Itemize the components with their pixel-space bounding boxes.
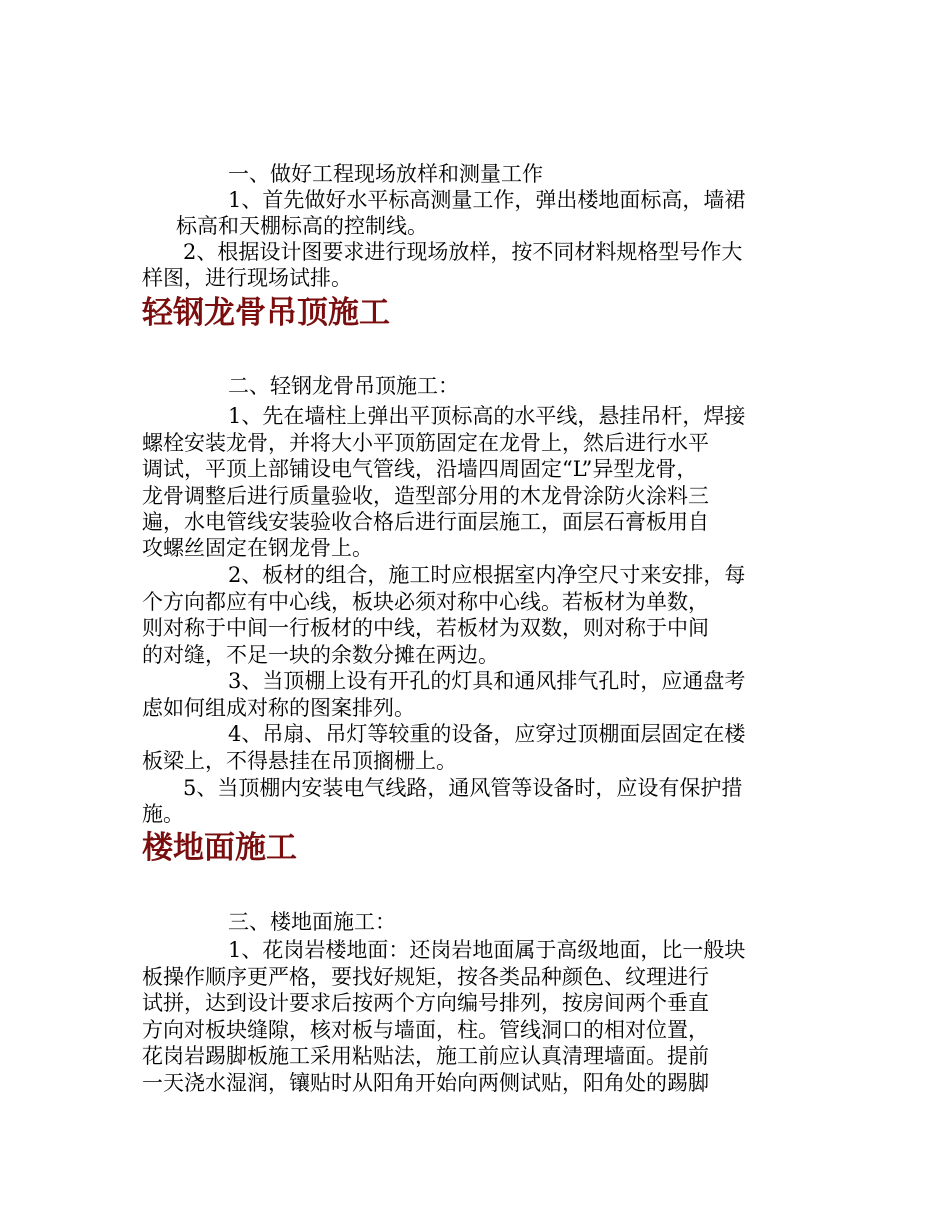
section1-item2-line1: 2、根据设计图要求进行现场放样，按不同材料规格型号作大: [183, 240, 743, 264]
section2-item2-line1: 2、板材的组合，施工时应根据室内净空尺寸来安排，每: [228, 563, 746, 587]
section2-item3-line2: 虑如何组成对称的图案排列。: [142, 696, 415, 720]
section2-item5-line2: 施。: [142, 802, 184, 826]
heading-light-steel-keel-ceiling: 轻钢龙骨吊顶施工: [142, 295, 390, 331]
section2-item3-line1: 3、当顶棚上设有开孔的灯具和通风排气孔时，应通盘考: [228, 669, 746, 693]
section2-item2-line2: 个方向都应有中心线，板块必须对称中心线。若板材为单数，: [142, 590, 709, 614]
section3-item1-line5: 花岗岩踢脚板施工采用粘贴法，施工前应认真清理墙面。提前: [142, 1044, 709, 1068]
section2-item4-line2: 板梁上，不得悬挂在吊顶搁栅上。: [142, 749, 457, 773]
section3-item1-line6: 一天浇水湿润，镶贴时从阳角开始向两侧试贴，阳角处的踢脚: [142, 1071, 709, 1095]
heading-floor-construction: 楼地面施工: [142, 830, 297, 866]
section3-title: 三、楼地面施工：: [228, 910, 396, 934]
section3-item1-line3: 试拼，达到设计要求后按两个方向编号排列，按房间两个垂直: [142, 991, 709, 1015]
section1-item1-line2: 标高和天棚标高的控制线。: [176, 214, 428, 238]
section3-item1-line2: 板操作顺序更严格，要找好规矩，按各类品种颜色、纹理进行: [142, 965, 709, 989]
section2-item1-line4: 龙骨调整后进行质量验收，造型部分用的木龙骨涂防火涂料三: [142, 484, 709, 508]
section1-item1-line1: 1、首先做好水平标高测量工作，弹出楼地面标高，墙裙: [228, 188, 746, 212]
section2-item1-line3: 调试，平顶上部铺设电气管线，沿墙四周固定“L”异型龙骨，: [142, 457, 698, 481]
section2-item5-line1: 5、当顶棚内安装电气线路，通风管等设备时，应设有保护措: [183, 776, 743, 800]
section3-item1-line1: 1、花岗岩楼地面：还岗岩地面属于高级地面，比一般块: [228, 938, 746, 962]
section2-item1-line2: 螺栓安装龙骨，并将大小平顶筋固定在龙骨上，然后进行水平: [142, 431, 709, 455]
section1-title: 一、做好工程现场放样和测量工作: [228, 162, 543, 186]
section2-item2-line3: 则对称于中间一行板材的中线，若板材为双数，则对称于中间: [142, 616, 709, 640]
section2-item1-line5: 遍，水电管线安装验收合格后进行面层施工，面层石膏板用自: [142, 510, 709, 534]
section2-item2-line4: 的对缝，不足一块的余数分摊在两边。: [142, 643, 499, 667]
section2-item1-line1: 1、先在墙柱上弹出平顶标高的水平线，悬挂吊杆，焊接: [228, 404, 746, 428]
section2-title: 二、轻钢龙骨吊顶施工：: [228, 374, 459, 398]
section2-item4-line1: 4、吊扇、吊灯等较重的设备，应穿过顶棚面层固定在楼: [228, 722, 746, 746]
section3-item1-line4: 方向对板块缝隙，核对板与墙面，柱。管线洞口的相对位置，: [142, 1018, 709, 1042]
section1-item2-line2: 样图，进行现场试排。: [142, 266, 352, 290]
section2-item1-line6: 攻螺丝固定在钢龙骨上。: [142, 536, 373, 560]
